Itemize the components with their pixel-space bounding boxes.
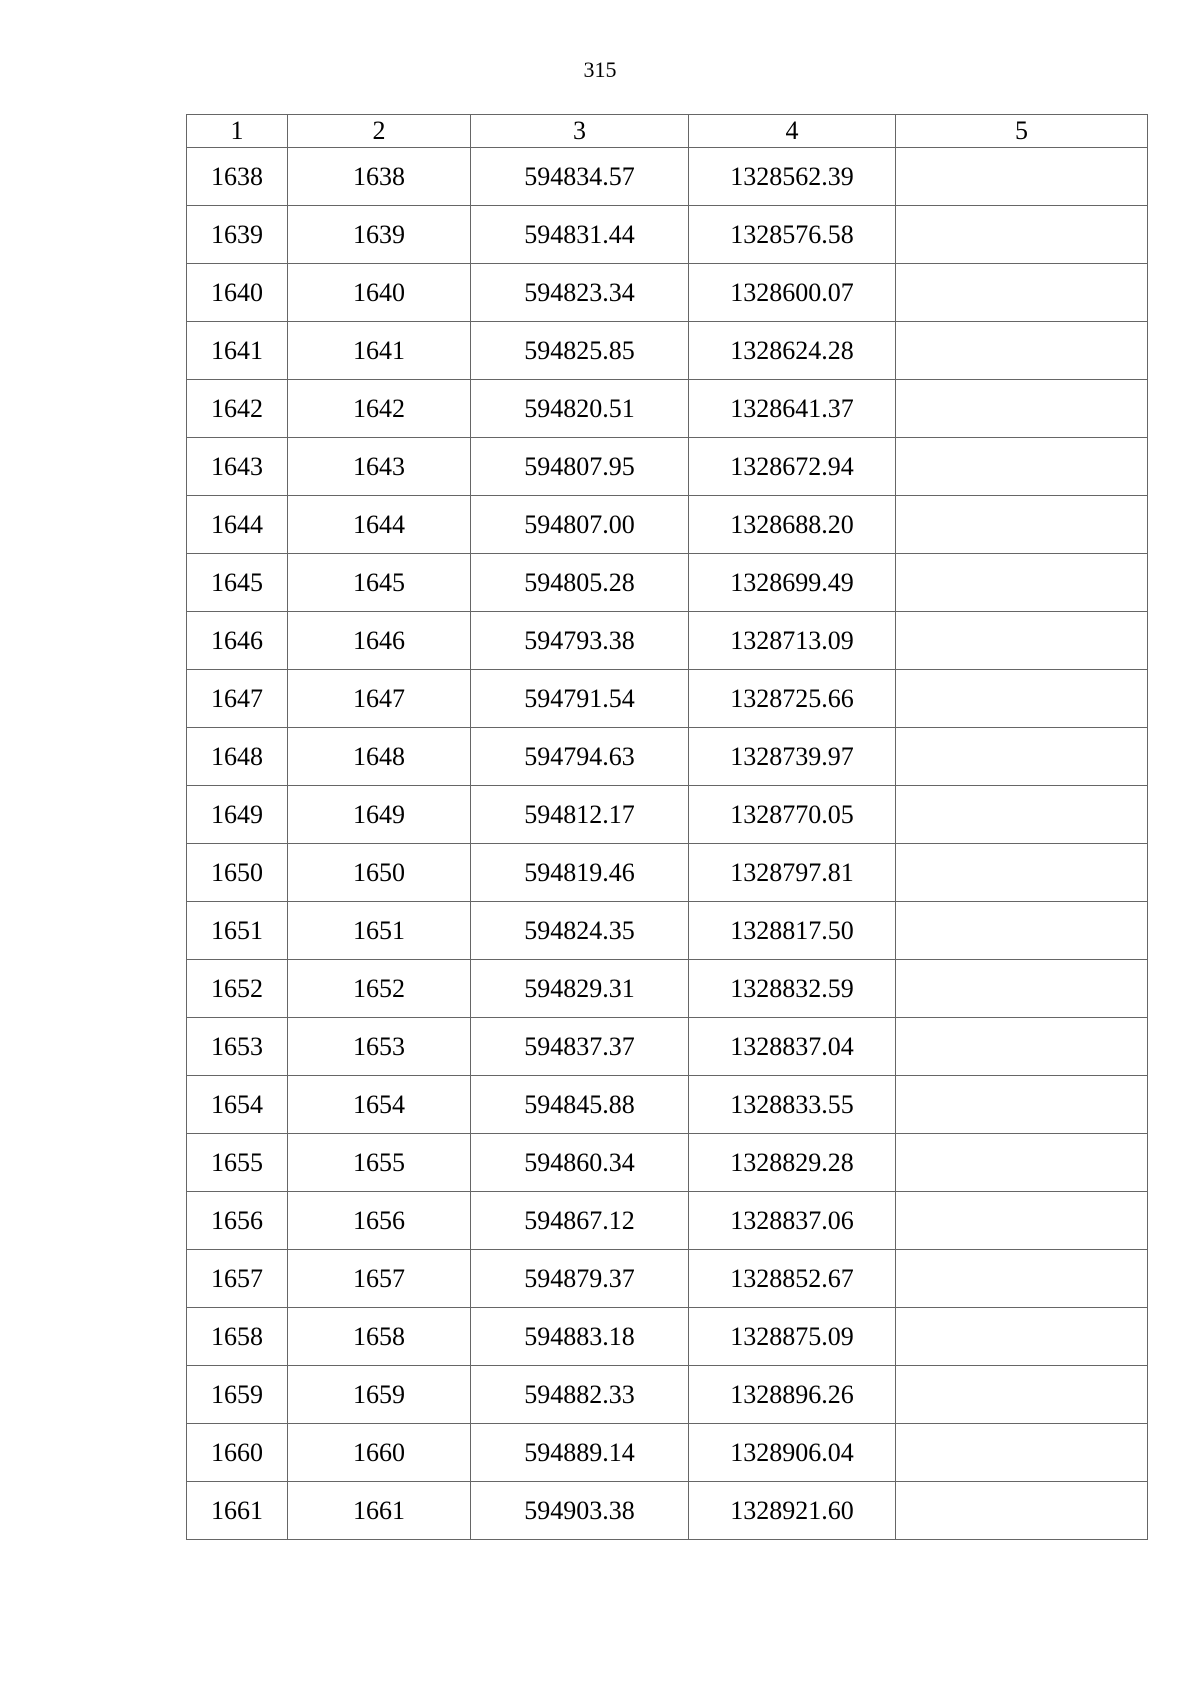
table-row [187,496,1148,554]
table-cell: 1328562.39 [689,148,896,206]
table-cell: 1328921.60 [689,1482,896,1540]
table-cell: 1328624.28 [689,322,896,380]
table-cell: 594883.18 [471,1308,689,1366]
column-header: 4 [689,115,896,148]
table-cell: 1640 [187,264,288,322]
table-cell: 1644 [187,496,288,554]
table-cell: 1645 [288,554,471,612]
table-cell: 1660 [187,1424,288,1482]
table-row [187,206,1148,264]
table-row [187,380,1148,438]
table-body [187,148,1148,1540]
table-cell: 1328829.28 [689,1134,896,1192]
table-cell: 1638 [288,148,471,206]
table-cell: 1328641.37 [689,380,896,438]
table-row [187,1424,1148,1482]
table-row [187,728,1148,786]
table-row [187,1134,1148,1192]
table-cell: 594860.34 [471,1134,689,1192]
table-cell: 1328852.67 [689,1250,896,1308]
table-cell: 594807.95 [471,438,689,496]
table-row [187,1018,1148,1076]
table-cell: 1658 [187,1308,288,1366]
table-header [187,115,1148,148]
table-cell: 1638 [187,148,288,206]
table-cell: 1328875.09 [689,1308,896,1366]
table-cell: 1641 [187,322,288,380]
table-cell: 594793.38 [471,612,689,670]
table-cell: 1658 [288,1308,471,1366]
table-cell: 1654 [288,1076,471,1134]
table-cell: 1639 [288,206,471,264]
table-cell: 1328833.55 [689,1076,896,1134]
table-cell: 1651 [288,902,471,960]
table-cell: 1646 [288,612,471,670]
column-header: 3 [471,115,689,148]
table-cell: 594889.14 [471,1424,689,1482]
table-cell: 1328739.97 [689,728,896,786]
table-cell: 594882.33 [471,1366,689,1424]
table-cell [896,786,1148,844]
table-cell [896,554,1148,612]
table-cell: 594825.85 [471,322,689,380]
table-cell [896,1076,1148,1134]
table-row [187,1250,1148,1308]
table-row [187,670,1148,728]
table-cell [896,1250,1148,1308]
table-cell: 1660 [288,1424,471,1482]
table-cell [896,1134,1148,1192]
table-cell: 594879.37 [471,1250,689,1308]
table-row [187,960,1148,1018]
table-cell: 1328797.81 [689,844,896,902]
table-cell [896,380,1148,438]
table-row [187,1366,1148,1424]
table-cell [896,206,1148,264]
table-cell: 1646 [187,612,288,670]
table-cell [896,1424,1148,1482]
table-row [187,438,1148,496]
table-cell: 594867.12 [471,1192,689,1250]
table-cell: 1328713.09 [689,612,896,670]
table-cell: 594903.38 [471,1482,689,1540]
table-cell: 594820.51 [471,380,689,438]
table-row [187,1308,1148,1366]
table-cell: 594831.44 [471,206,689,264]
table-cell: 1328576.58 [689,206,896,264]
table-cell: 1328837.04 [689,1018,896,1076]
table-cell: 1328837.06 [689,1192,896,1250]
table-cell [896,960,1148,1018]
table-row [187,1482,1148,1540]
table-row [187,264,1148,322]
table-cell: 1644 [288,496,471,554]
table-cell: 1659 [187,1366,288,1424]
table-cell [896,1482,1148,1540]
table-cell: 1639 [187,206,288,264]
table-cell: 1328672.94 [689,438,896,496]
table-cell: 594812.17 [471,786,689,844]
table-cell: 1648 [288,728,471,786]
table-cell: 1650 [187,844,288,902]
table-row [187,902,1148,960]
table-cell: 1652 [288,960,471,1018]
table-cell: 594823.34 [471,264,689,322]
table-cell: 1653 [187,1018,288,1076]
table-cell: 1643 [187,438,288,496]
table-row [187,1076,1148,1134]
table-cell: 1641 [288,322,471,380]
table-cell: 594794.63 [471,728,689,786]
table-cell [896,496,1148,554]
table-cell: 1657 [288,1250,471,1308]
table-cell [896,264,1148,322]
table-cell [896,902,1148,960]
column-header: 1 [187,115,288,148]
coordinates-table [186,114,1148,1540]
table-cell: 1647 [288,670,471,728]
table-cell: 594805.28 [471,554,689,612]
table-cell: 594845.88 [471,1076,689,1134]
table-cell: 594829.31 [471,960,689,1018]
table-cell: 1640 [288,264,471,322]
table-cell [896,612,1148,670]
table-row [187,1192,1148,1250]
table-row [187,844,1148,902]
table-cell: 1645 [187,554,288,612]
table-cell: 594834.57 [471,148,689,206]
table-cell: 1657 [187,1250,288,1308]
table-cell: 1659 [288,1366,471,1424]
table-cell: 1642 [288,380,471,438]
table-cell: 1643 [288,438,471,496]
table-cell [896,1308,1148,1366]
table-cell [896,322,1148,380]
table-cell: 1328832.59 [689,960,896,1018]
table-cell: 1328770.05 [689,786,896,844]
table-cell: 1661 [288,1482,471,1540]
table-cell: 1647 [187,670,288,728]
table-cell: 1642 [187,380,288,438]
table-cell [896,148,1148,206]
table-cell: 1656 [187,1192,288,1250]
table-cell [896,670,1148,728]
table-cell: 1328817.50 [689,902,896,960]
table-cell: 1654 [187,1076,288,1134]
table-cell: 1655 [187,1134,288,1192]
table-row [187,322,1148,380]
column-header: 5 [896,115,1148,148]
table-cell: 1328600.07 [689,264,896,322]
header-row [187,115,1148,148]
table-cell: 1655 [288,1134,471,1192]
table-row [187,612,1148,670]
table-cell: 594819.46 [471,844,689,902]
table-cell: 1328896.26 [689,1366,896,1424]
table-cell: 1656 [288,1192,471,1250]
table-cell [896,1366,1148,1424]
table-cell: 594791.54 [471,670,689,728]
table-row [187,554,1148,612]
table-row [187,148,1148,206]
table-cell [896,438,1148,496]
table-cell [896,728,1148,786]
table-cell: 1328906.04 [689,1424,896,1482]
table-cell [896,1192,1148,1250]
table-cell: 1661 [187,1482,288,1540]
table-cell: 1649 [288,786,471,844]
table-cell: 1650 [288,844,471,902]
table-cell: 1328725.66 [689,670,896,728]
table-cell [896,1018,1148,1076]
table-cell: 1648 [187,728,288,786]
table-cell: 1652 [187,960,288,1018]
table-row [187,786,1148,844]
table-cell: 1649 [187,786,288,844]
table-cell: 594837.37 [471,1018,689,1076]
table-cell: 1653 [288,1018,471,1076]
table-cell: 1651 [187,902,288,960]
table-cell: 1328699.49 [689,554,896,612]
column-header: 2 [288,115,471,148]
table-cell: 1328688.20 [689,496,896,554]
page-number: 315 [583,57,617,82]
table-cell: 594807.00 [471,496,689,554]
table-cell: 594824.35 [471,902,689,960]
table-cell [896,844,1148,902]
